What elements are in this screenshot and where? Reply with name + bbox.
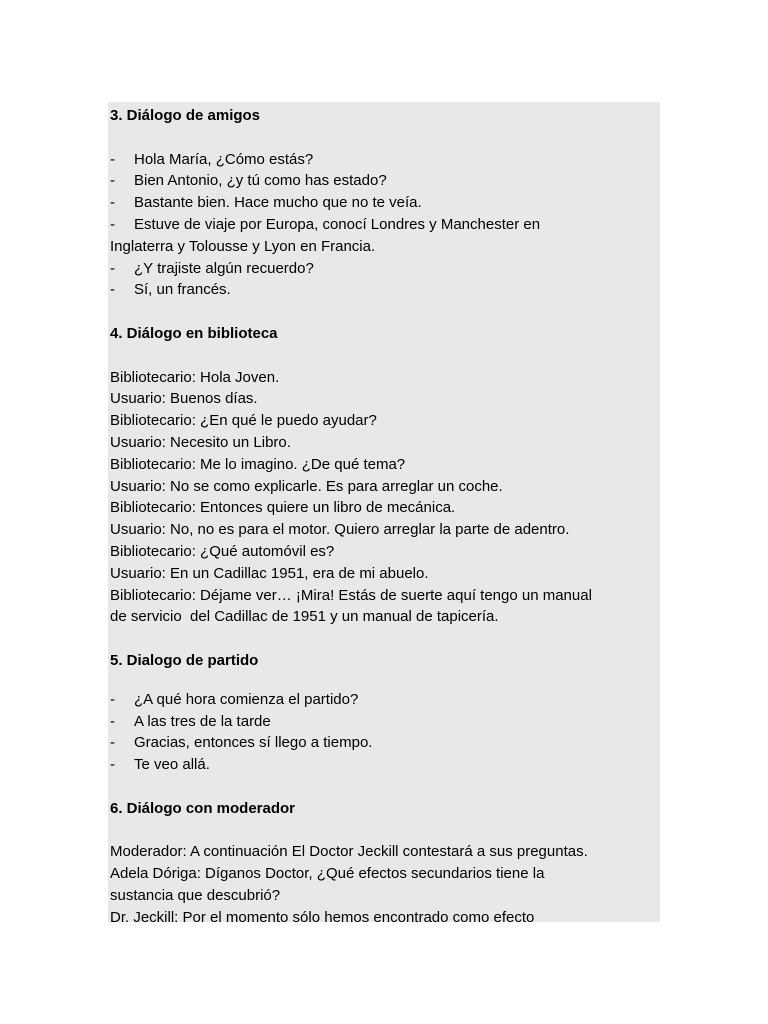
dialogue-line: - Hola María, ¿Cómo estás?	[110, 150, 314, 168]
dialogue-line: - Gracias, entonces sí llego a tiempo.	[110, 734, 373, 752]
document-content	[110, 105, 655, 922]
dialogue-line: - Sí, un francés.	[110, 281, 231, 299]
dialogue-line: Bibliotecario: Déjame ver… ¡Mira! Estás de suerte aquí tengo un manual	[110, 586, 592, 604]
dialogue-line: - A las tres de la tarde	[110, 712, 271, 730]
dialogue-line: Usuario: Buenos días.	[110, 390, 258, 408]
dialogue-line: Bibliotecario: Me lo imagino. ¿De qué tema?	[110, 455, 406, 473]
dialogue-line: - Bien Antonio, ¿y tú como has estado?	[110, 172, 387, 190]
dialogue-line-continuation: sustancia que descubrió?	[110, 886, 281, 904]
dialogue-line: Adela Dóriga: Díganos Doctor, ¿Qué efectos secundarios tiene la	[110, 865, 545, 883]
section-heading: 5. Dialogo de partido	[110, 651, 259, 669]
section-heading: 4. Diálogo en biblioteca	[110, 324, 278, 342]
section-heading: 3. Diálogo de amigos	[110, 107, 261, 124]
dialogue-line: Usuario: Necesito un Libro.	[110, 433, 291, 451]
dialogue-line: Dr. Jeckill: Por el momento sólo hemos encontrado como efecto	[110, 908, 535, 922]
dialogue-line: Bibliotecario: Hola Joven.	[110, 368, 280, 386]
dialogue-line: Usuario: En un Cadillac 1951, era de mi abuelo.	[110, 564, 429, 582]
dialogue-line: - Te veo allá.	[110, 756, 210, 774]
dialogue-line: Bibliotecario: Entonces quiere un libro de mecánica.	[110, 499, 456, 517]
dialogue-line: Usuario: No se como explicarle. Es para arreglar un coche.	[110, 477, 503, 495]
dialogue-line: - ¿Y trajiste algún recuerdo?	[110, 259, 314, 277]
dialogue-line: Moderador: A continuación El Doctor Jeckill contestará a sus preguntas.	[110, 843, 588, 861]
dialogue-line: - ¿A qué hora comienza el partido?	[110, 690, 359, 708]
dialogue-line-continuation: Inglaterra y Tolousse y Lyon en Francia.	[110, 237, 376, 255]
document-page	[108, 102, 660, 922]
dialogue-line: - Estuve de viaje por Europa, conocí Londres y Manchester en	[110, 215, 541, 233]
dialogue-line: - Bastante bien. Hace mucho que no te veía.	[110, 194, 422, 212]
dialogue-line: Usuario: No, no es para el motor. Quiero arreglar la parte de adentro.	[110, 521, 570, 539]
section-heading: 6. Diálogo con moderador	[110, 799, 296, 817]
dialogue-line-continuation: de servicio del Cadillac de 1951 y un manual de tapicería.	[110, 608, 499, 626]
dialogue-line: Bibliotecario: ¿En qué le puedo ayudar?	[110, 412, 377, 430]
dialogue-line: Bibliotecario: ¿Qué automóvil es?	[110, 542, 335, 560]
